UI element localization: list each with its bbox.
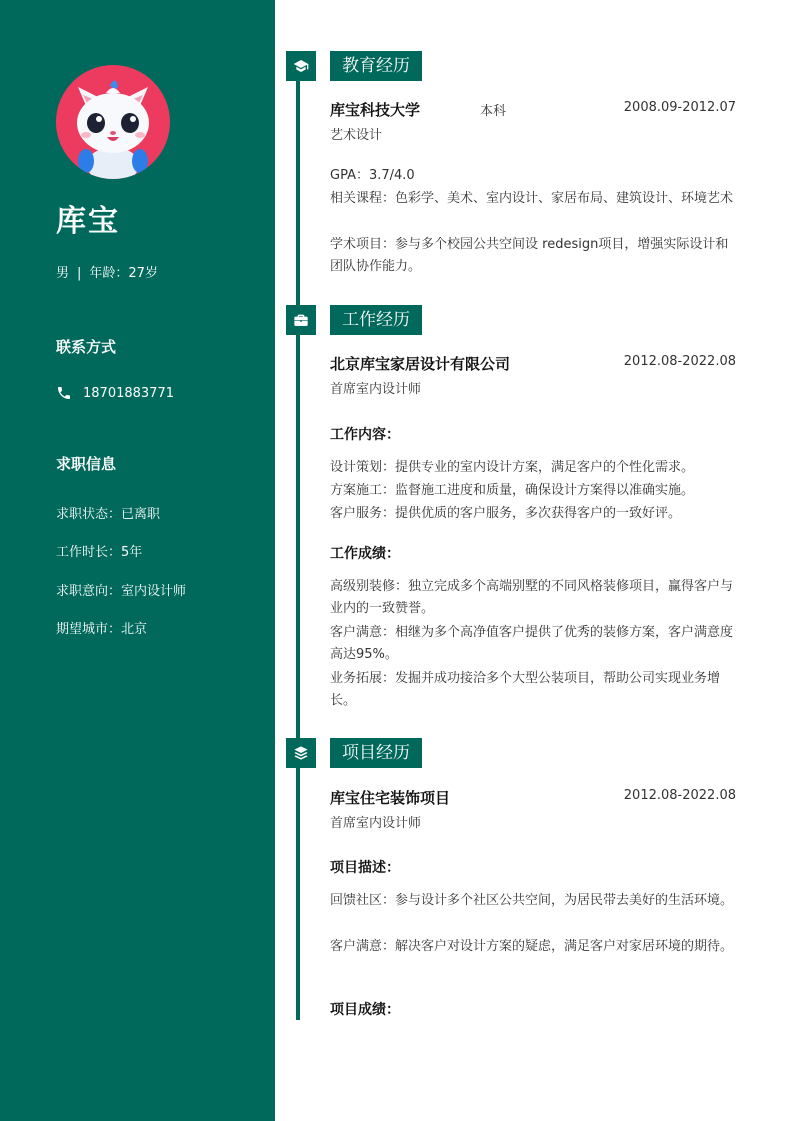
work-content-item: 方案施工：监督施工进度和质量，确保设计方案得以准确实施。 <box>330 483 695 498</box>
project-desc-item: 回馈社区：参与设计多个社区公共空间，为居民带去美好的生活环境。 <box>330 893 734 908</box>
work-achievement-item: 客户满意：相继为多个高净值客户提供了优秀的装修方案，客户满意度高达95%。 <box>330 625 734 662</box>
phone-icon <box>56 385 72 401</box>
work-achievement-item: 高级别装修：独立完成多个高端别墅的不同风格装修项目，赢得客户与业内的一致赞誉。 <box>330 579 734 616</box>
work-date: 2012.08-2022.08 <box>623 354 736 369</box>
project-date: 2012.08-2022.08 <box>623 788 736 803</box>
job-years: 工作时长：5年 <box>56 545 143 560</box>
phone-number: 18701883771 <box>83 385 174 401</box>
education-degree: 本科 <box>480 104 507 119</box>
job-intention: 求职意向：室内设计师 <box>56 584 187 599</box>
work-achieve-title: 工作成绩： <box>330 546 400 562</box>
work-position: 首席室内设计师 <box>330 382 422 397</box>
profile-name: 库宝 <box>56 204 120 239</box>
graduation-cap-icon <box>286 51 316 81</box>
contact-title: 联系方式 <box>56 338 117 356</box>
education-major: 艺术设计 <box>330 128 383 143</box>
basic-info <box>56 262 158 281</box>
sidebar <box>0 0 275 1121</box>
job-status: 求职状态：已离职 <box>56 507 161 522</box>
project-section-title: 项目经历 <box>330 738 422 768</box>
age: 年龄：27岁 <box>89 266 158 281</box>
info-separator: | <box>77 266 82 281</box>
education-courses: 相关课程：色彩学、美术、室内设计、家居布局、建筑设计、环境艺术 <box>330 191 734 206</box>
job-title: 求职信息 <box>56 455 117 473</box>
work-achievement-item: 业务拓展：发掘并成功接洽多个大型公装项目，帮助公司实现业务增长。 <box>330 671 721 708</box>
work-content-item: 客户服务：提供优质的客户服务，多次获得客户的一致好评。 <box>330 506 682 521</box>
project-desc-item: 客户满意：解决客户对设计方案的疑虑，满足客户对家居环境的期待。 <box>330 939 734 954</box>
contact-phone-row <box>56 385 174 401</box>
work-content-title: 工作内容： <box>330 427 400 443</box>
work-section-title: 工作经历 <box>330 305 422 335</box>
education-section-title: 教育经历 <box>330 51 422 81</box>
timeline-line <box>296 70 300 1020</box>
avatar <box>56 65 170 179</box>
gender: 男 <box>56 266 70 281</box>
cat-mascot-icon <box>56 65 170 179</box>
project-desc-title: 项目描述： <box>330 860 400 876</box>
work-content-item: 设计策划：提供专业的室内设计方案，满足客户的个性化需求。 <box>330 460 695 475</box>
work-company: 北京库宝家居设计有限公司 <box>330 355 511 373</box>
education-date: 2008.09-2012.07 <box>623 100 736 115</box>
education-gpa: GPA：3.7/4.0 <box>330 168 415 183</box>
project-result-title: 项目成绩： <box>330 1002 400 1018</box>
layers-icon <box>286 738 316 768</box>
education-projects: 学术项目：参与多个校园公共空间设 redesign项目，增强实际设计和团队协作能力。 <box>330 237 729 274</box>
project-name: 库宝住宅装饰项目 <box>330 789 451 807</box>
education-school: 库宝科技大学 <box>330 101 421 119</box>
project-role: 首席室内设计师 <box>330 816 422 831</box>
job-city: 期望城市：北京 <box>56 622 148 637</box>
briefcase-icon <box>286 305 316 335</box>
